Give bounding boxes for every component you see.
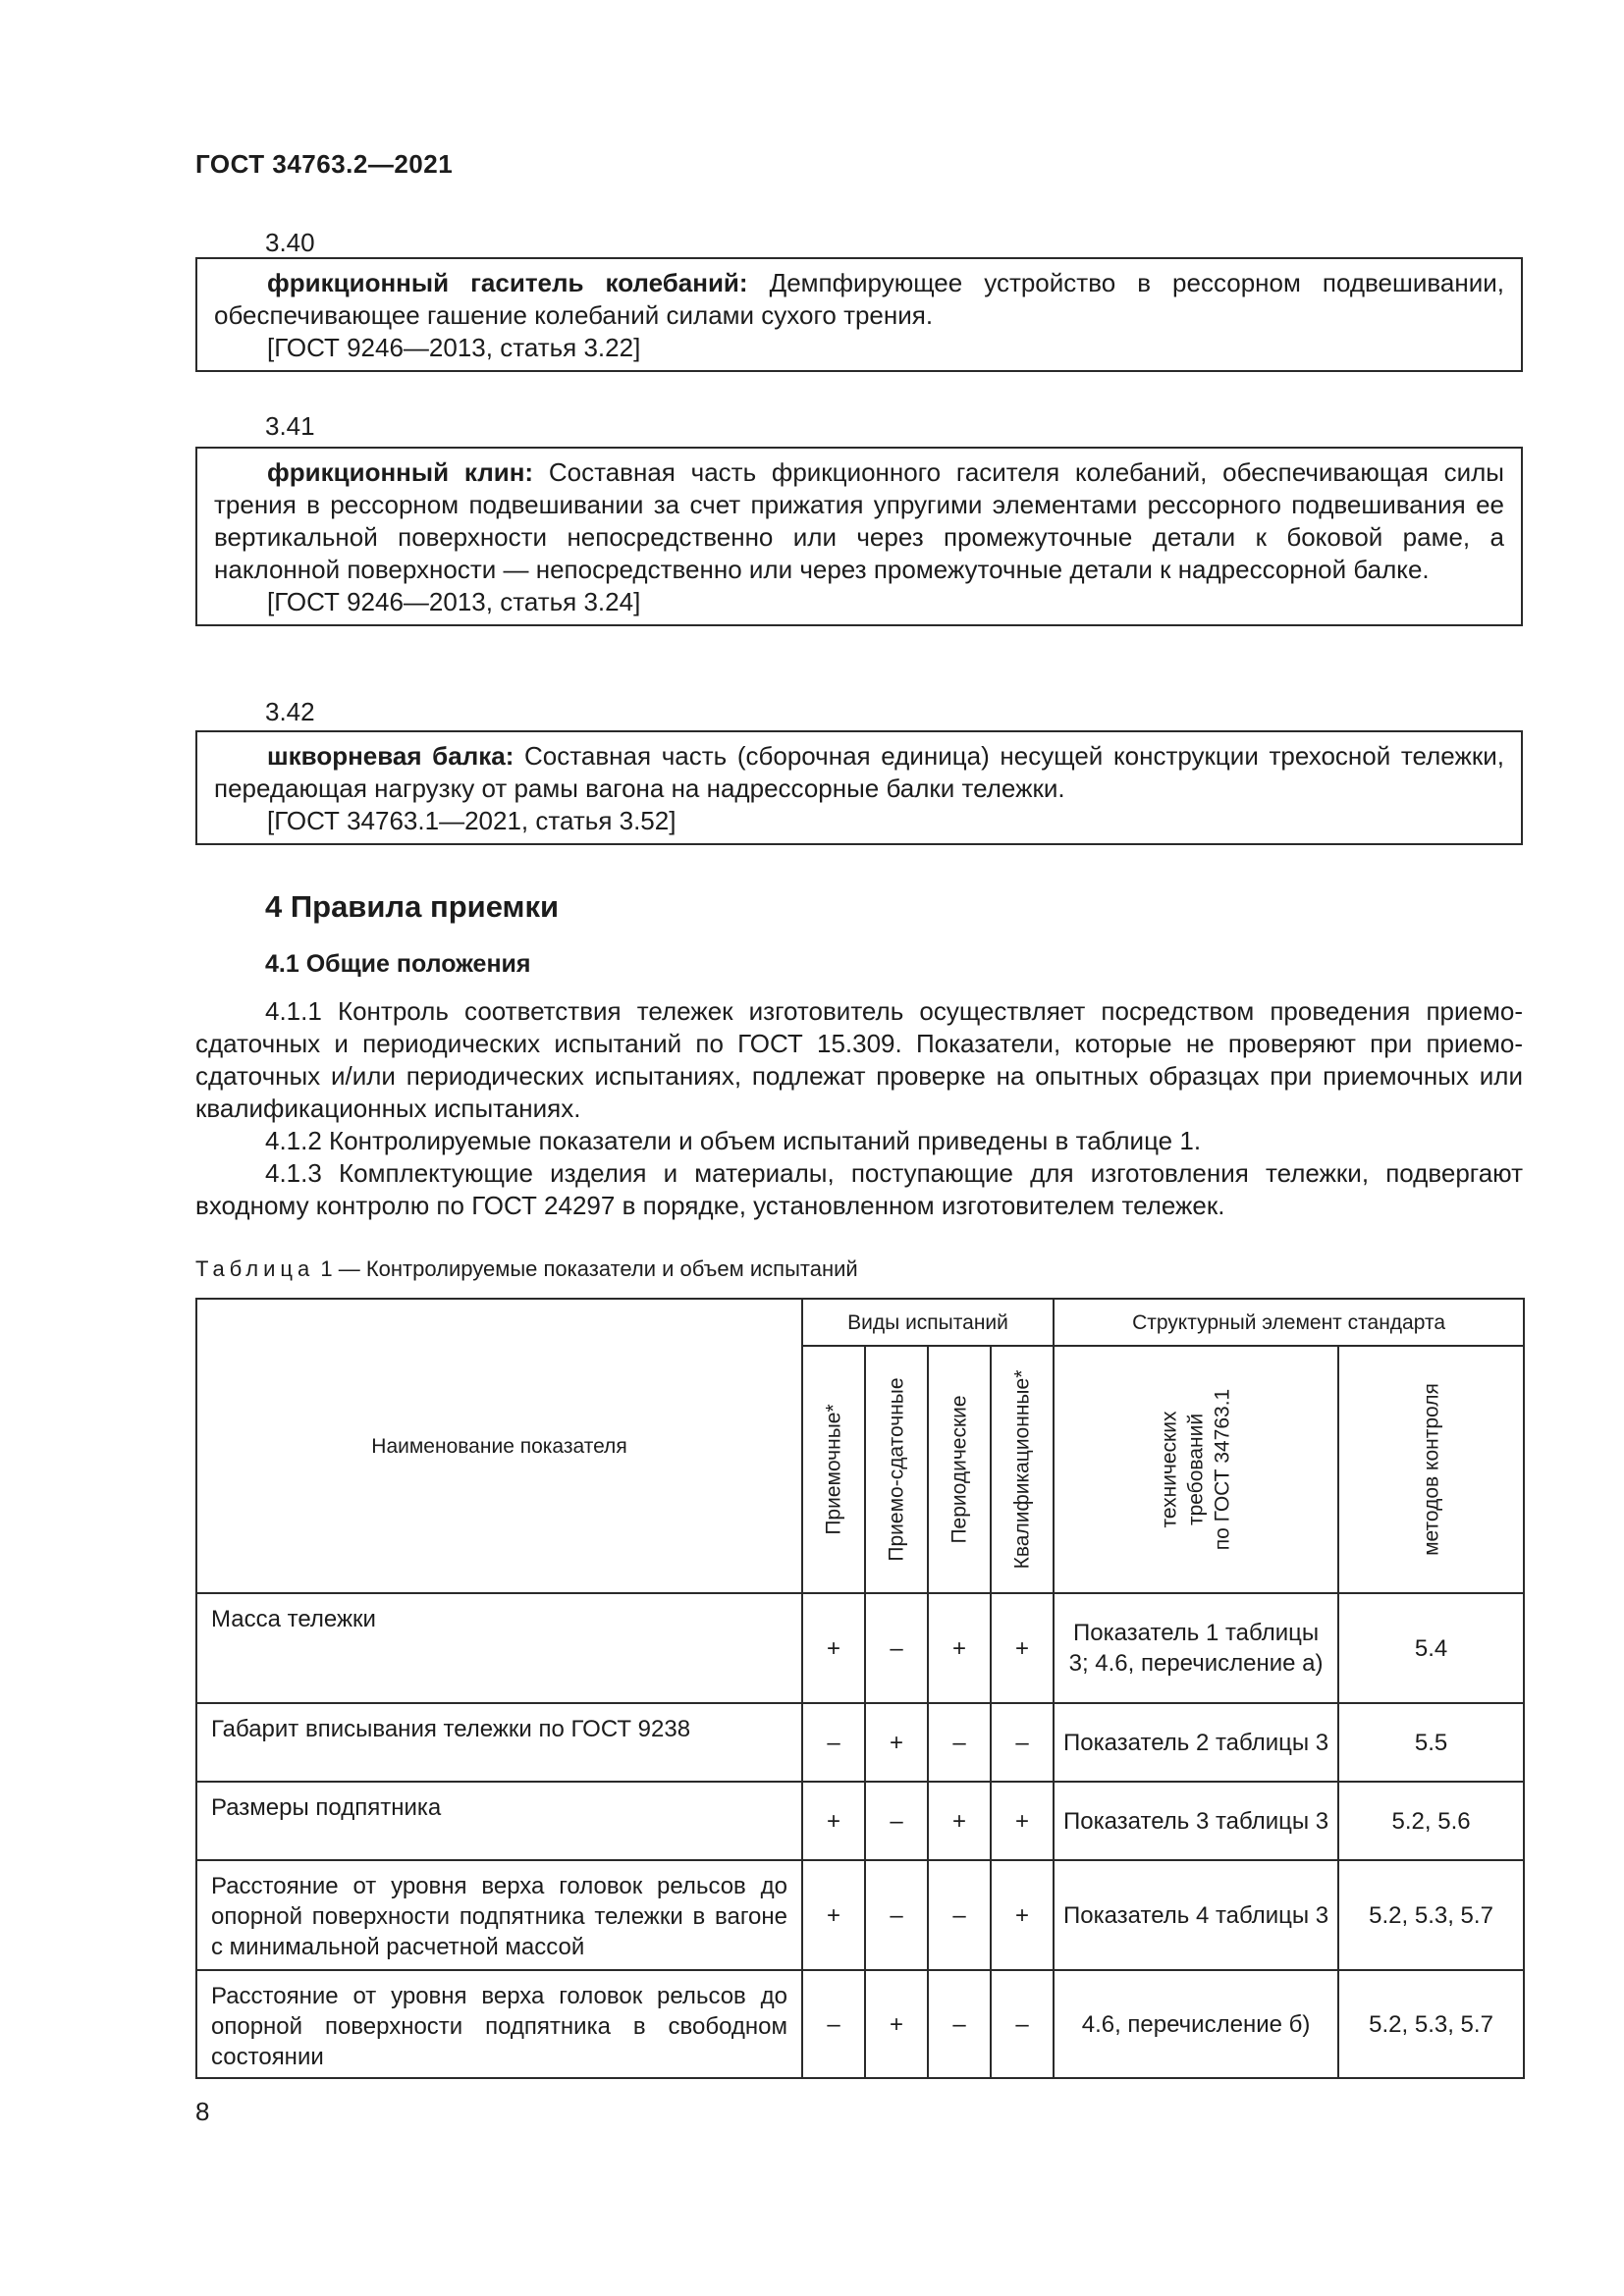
term-number: 3.41 bbox=[265, 411, 315, 441]
mark-cell: – bbox=[928, 1860, 991, 1970]
term-reference: [ГОСТ 34763.1—2021, статья 3.52] bbox=[267, 806, 677, 835]
header-test-types: Виды испытаний bbox=[802, 1299, 1054, 1346]
term-name: фрикционный клин: bbox=[267, 457, 534, 487]
mark-cell: + bbox=[991, 1860, 1054, 1970]
indicator-name: Расстояние от уровня верха головок рельсов до опорной поверхности подпятника тележки в вагоне с минимальной расчетной массой bbox=[196, 1860, 802, 1970]
mark-cell: + bbox=[928, 1782, 991, 1860]
mark-cell: – bbox=[865, 1593, 928, 1703]
paragraph: 4.1.3 Комплектующие изделия и материалы, поступающие для изготовления тележки, подвергают входному контролю по ГОСТ 24297 в порядке, установленном изготовителем тележек. bbox=[195, 1158, 1523, 1220]
indicator-name: Расстояние от уровня верха головок рельсов до опорной поверхности подпятника в свободном состоянии bbox=[196, 1970, 802, 2078]
table-row bbox=[196, 1593, 1524, 1703]
mark-cell: – bbox=[802, 1970, 865, 2078]
requirement-ref: 4.6, перечисление б) bbox=[1054, 1970, 1338, 2078]
term-text: Составная часть фрикционного гасителя колебаний, обеспечивающая силы трения в рессорном подвешивании за счет прижатия упругими элементами рессорного подвешивания ее вертикальной поверхности непосредственно или через промежуточные детали к боковой раме, а наклонной поверхности — непосредственно или через промежуточные детали к надрессорной балке. bbox=[214, 457, 1504, 584]
header-qualification: Квалификационные* bbox=[991, 1346, 1054, 1593]
mark-cell: + bbox=[802, 1860, 865, 1970]
header-control-methods: методов контроля bbox=[1338, 1346, 1524, 1593]
mark-cell: – bbox=[991, 1970, 1054, 2078]
indicator-name: Габарит вписывания тележки по ГОСТ 9238 bbox=[196, 1703, 802, 1782]
indicator-name: Размеры подпятника bbox=[196, 1782, 802, 1860]
term-definition-box bbox=[195, 257, 1523, 372]
paragraph: 4.1.1 Контроль соответствия тележек изготовитель осуществляет посредством проведения приемо-сдаточных и периодических испытаний по ГОСТ 15.309. Показатели, которые не проверяют при приемо-сдаточных и/или периодических испытаниях, подлежат проверке на опытных образцах при приемочных или квалификационных испытаниях. bbox=[195, 996, 1523, 1123]
method-ref: 5.2, 5.3, 5.7 bbox=[1338, 1970, 1524, 2078]
mark-cell: + bbox=[928, 1593, 991, 1703]
indicator-name: Масса тележки bbox=[196, 1593, 802, 1703]
header-delivery-acceptance: Приемо-сдаточные bbox=[865, 1346, 928, 1593]
method-ref: 5.2, 5.6 bbox=[1338, 1782, 1524, 1860]
method-ref: 5.4 bbox=[1338, 1593, 1524, 1703]
term-definition bbox=[214, 740, 1504, 805]
table-caption-prefix: Таблица bbox=[195, 1256, 315, 1281]
mark-cell: – bbox=[865, 1860, 928, 1970]
table-row bbox=[196, 1970, 1524, 2078]
mark-cell: – bbox=[928, 1970, 991, 2078]
header-indicator-name: Наименование показателя bbox=[196, 1299, 802, 1593]
header-periodic: Периодические bbox=[928, 1346, 991, 1593]
requirement-ref: Показатель 1 таблицы 3; 4.6, перечисление а) bbox=[1054, 1593, 1338, 1703]
page-number: 8 bbox=[195, 2097, 210, 2126]
mark-cell: + bbox=[802, 1593, 865, 1703]
requirement-ref: Показатель 4 таблицы 3 bbox=[1054, 1860, 1338, 1970]
paragraph: 4.1.2 Контролируемые показатели и объем испытаний приведены в таблице 1. bbox=[265, 1126, 1202, 1155]
subsection-title: 4.1 Общие положения bbox=[265, 950, 531, 978]
section-body bbox=[195, 995, 1523, 1222]
table-row bbox=[196, 1860, 1524, 1970]
mark-cell: – bbox=[802, 1703, 865, 1782]
document-code: ГОСТ 34763.2—2021 bbox=[195, 149, 454, 179]
mark-cell: + bbox=[865, 1703, 928, 1782]
term-reference: [ГОСТ 9246—2013, статья 3.24] bbox=[267, 587, 641, 616]
table-header-row bbox=[196, 1299, 1524, 1346]
mark-cell: + bbox=[991, 1782, 1054, 1860]
term-name: шкворневая балка: bbox=[267, 741, 514, 771]
term-text: Составная часть (сборочная единица) несущей конструкции трехосной тележки, передающая нагрузку от рамы вагона на надрессорные балки тележки. bbox=[214, 741, 1504, 803]
method-ref: 5.5 bbox=[1338, 1703, 1524, 1782]
term-number: 3.42 bbox=[265, 697, 315, 726]
header-acceptance: Приемочные* bbox=[802, 1346, 865, 1593]
mark-cell: – bbox=[865, 1782, 928, 1860]
term-number: 3.40 bbox=[265, 228, 315, 257]
term-text: Демпфирующее устройство в рессорном подвешивании, обеспечивающее гашение колебаний силами сухого трения. bbox=[214, 268, 1504, 330]
mark-cell: + bbox=[991, 1593, 1054, 1703]
mark-cell: – bbox=[991, 1703, 1054, 1782]
header-tech-requirements: технических требований по ГОСТ 34763.1 bbox=[1054, 1346, 1338, 1593]
header-standard-structure: Структурный элемент стандарта bbox=[1054, 1299, 1524, 1346]
table-row bbox=[196, 1782, 1524, 1860]
term-definition bbox=[214, 456, 1504, 586]
requirement-ref: Показатель 2 таблицы 3 bbox=[1054, 1703, 1338, 1782]
table-caption-text: 1 — Контролируемые показатели и объем испытаний bbox=[314, 1256, 858, 1281]
mark-cell: + bbox=[865, 1970, 928, 2078]
mark-cell: + bbox=[802, 1782, 865, 1860]
requirement-ref: Показатель 3 таблицы 3 bbox=[1054, 1782, 1338, 1860]
term-definition-box bbox=[195, 447, 1523, 626]
table-caption bbox=[195, 1256, 858, 1282]
term-definition-box bbox=[195, 730, 1523, 845]
indicators-table bbox=[195, 1298, 1525, 2079]
method-ref: 5.2, 5.3, 5.7 bbox=[1338, 1860, 1524, 1970]
term-reference: [ГОСТ 9246—2013, статья 3.22] bbox=[267, 333, 641, 362]
term-name: фрикционный гаситель колебаний: bbox=[267, 268, 748, 297]
term-definition bbox=[214, 267, 1504, 332]
section-title: 4 Правила приемки bbox=[265, 889, 560, 924]
table-row bbox=[196, 1703, 1524, 1782]
mark-cell: – bbox=[928, 1703, 991, 1782]
